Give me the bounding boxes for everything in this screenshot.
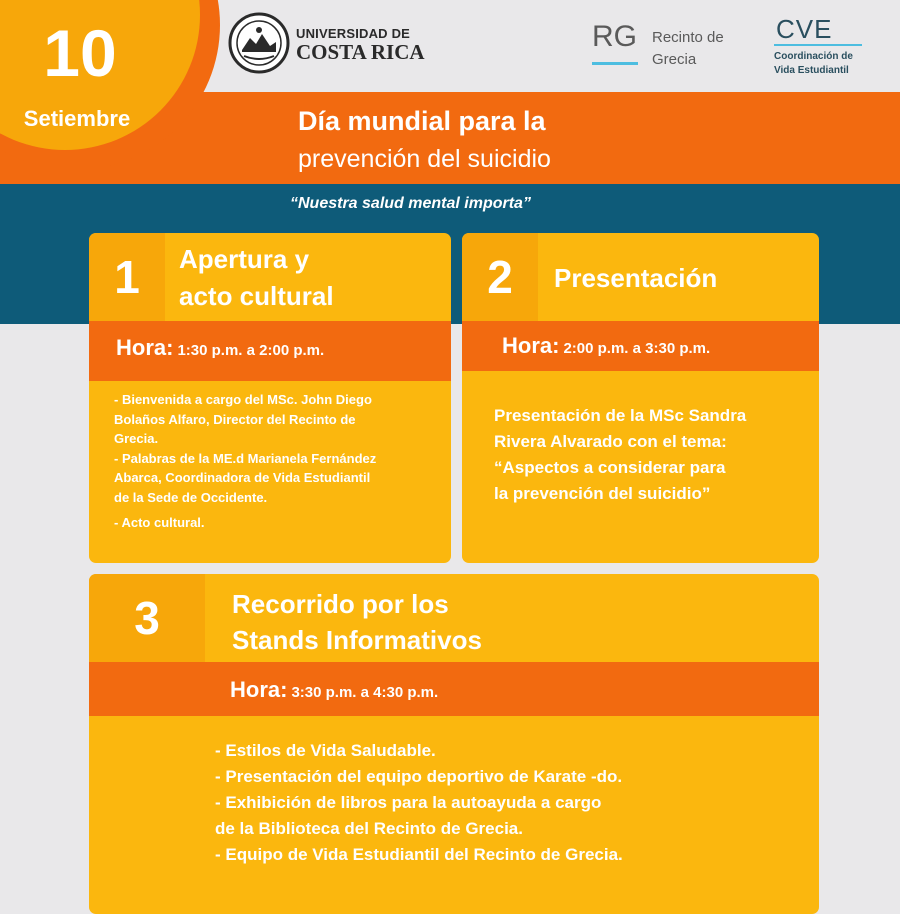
schedule-bar <box>89 321 451 381</box>
card-title-line1: Recorrido por los <box>232 589 449 619</box>
rg-logo-text <box>652 27 724 71</box>
card-body <box>215 738 795 868</box>
card-title-line1: Apertura y <box>179 244 310 274</box>
hora-time: 1:30 p.m. a 2:00 p.m. <box>177 342 325 359</box>
body-line: Abarca, Coordinadora de Vida Estudiantil <box>114 470 371 485</box>
cve-logo-underline <box>774 44 862 46</box>
cve-logo-text <box>774 50 853 77</box>
body-line: la prevención del suicidio” <box>494 484 711 503</box>
rg-line2: Grecia <box>652 50 697 68</box>
hora-time: 2:00 p.m. a 3:30 p.m. <box>563 340 711 357</box>
rg-logo-mark: RG <box>592 20 637 53</box>
body-line: “Aspectos a considerar para <box>494 458 726 477</box>
event-card-3 <box>89 574 819 914</box>
card-number: 1 <box>89 233 165 321</box>
ucr-name-line2: COSTA RICA <box>296 40 425 64</box>
page-title <box>298 102 551 178</box>
body-line: Grecia. <box>114 431 159 446</box>
cve-line2: Vida Estudiantil <box>774 64 849 76</box>
body-line: Bolaños Alfaro, Director del Recinto de <box>114 411 356 427</box>
body-line: - Equipo de Vida Estudiantil del Recinto de Grecia. <box>215 845 623 864</box>
card-title-line2: acto cultural <box>179 281 334 311</box>
card-title <box>232 586 482 658</box>
title-line2: prevención del suicidio <box>298 145 551 173</box>
slogan: “Nuestra salud mental importa” <box>290 195 531 212</box>
body-line: de la Biblioteca del Recinto de Grecia. <box>215 819 523 838</box>
date-month: Setiembre <box>23 106 131 131</box>
body-line: - Estilos de Vida Saludable. <box>215 741 436 760</box>
schedule-bar <box>462 321 819 371</box>
body-line: - Bienvenida a cargo del MSc. John Diego <box>114 392 372 407</box>
body-line: - Exhibición de libros para la autoayuda a cargo <box>215 793 602 812</box>
hora-label: Hora: <box>116 335 174 360</box>
event-card-2 <box>462 233 819 563</box>
cve-line1: Coordinación de <box>774 51 853 62</box>
card-body <box>114 390 434 533</box>
card-title: Presentación <box>554 263 718 293</box>
body-line: de la Sede de Occidente. <box>114 489 268 505</box>
rg-logo-underline <box>592 62 638 65</box>
schedule-bar <box>89 662 819 716</box>
cve-logo-mark: CVE <box>776 14 833 44</box>
title-line1: Día mundial para la <box>298 106 546 136</box>
event-card-1 <box>89 233 451 563</box>
rg-line1: Recinto de <box>652 29 724 46</box>
card-title-line2: Stands Informativos <box>232 625 482 655</box>
card-title <box>179 241 334 315</box>
hora-time: 3:30 p.m. a 4:30 p.m. <box>291 684 439 701</box>
hora-label: Hora: <box>502 333 560 358</box>
ucr-seal-icon <box>228 12 290 74</box>
body-line: - Presentación del equipo deportivo de Karate -do. <box>215 767 623 786</box>
body-line: - Palabras de la ME.d Marianela Fernández <box>114 450 377 466</box>
card-body <box>494 403 804 507</box>
date-day: 10 <box>43 16 117 90</box>
body-line: Rivera Alvarado con el tema: <box>494 432 727 451</box>
ucr-name-line1: UNIVERSIDAD DE <box>296 26 411 41</box>
card-number: 2 <box>462 233 538 321</box>
body-line: Presentación de la MSc Sandra <box>494 406 747 425</box>
body-line: - Acto cultural. <box>114 515 205 530</box>
hora-label: Hora: <box>230 677 288 702</box>
card-number: 3 <box>89 574 205 662</box>
